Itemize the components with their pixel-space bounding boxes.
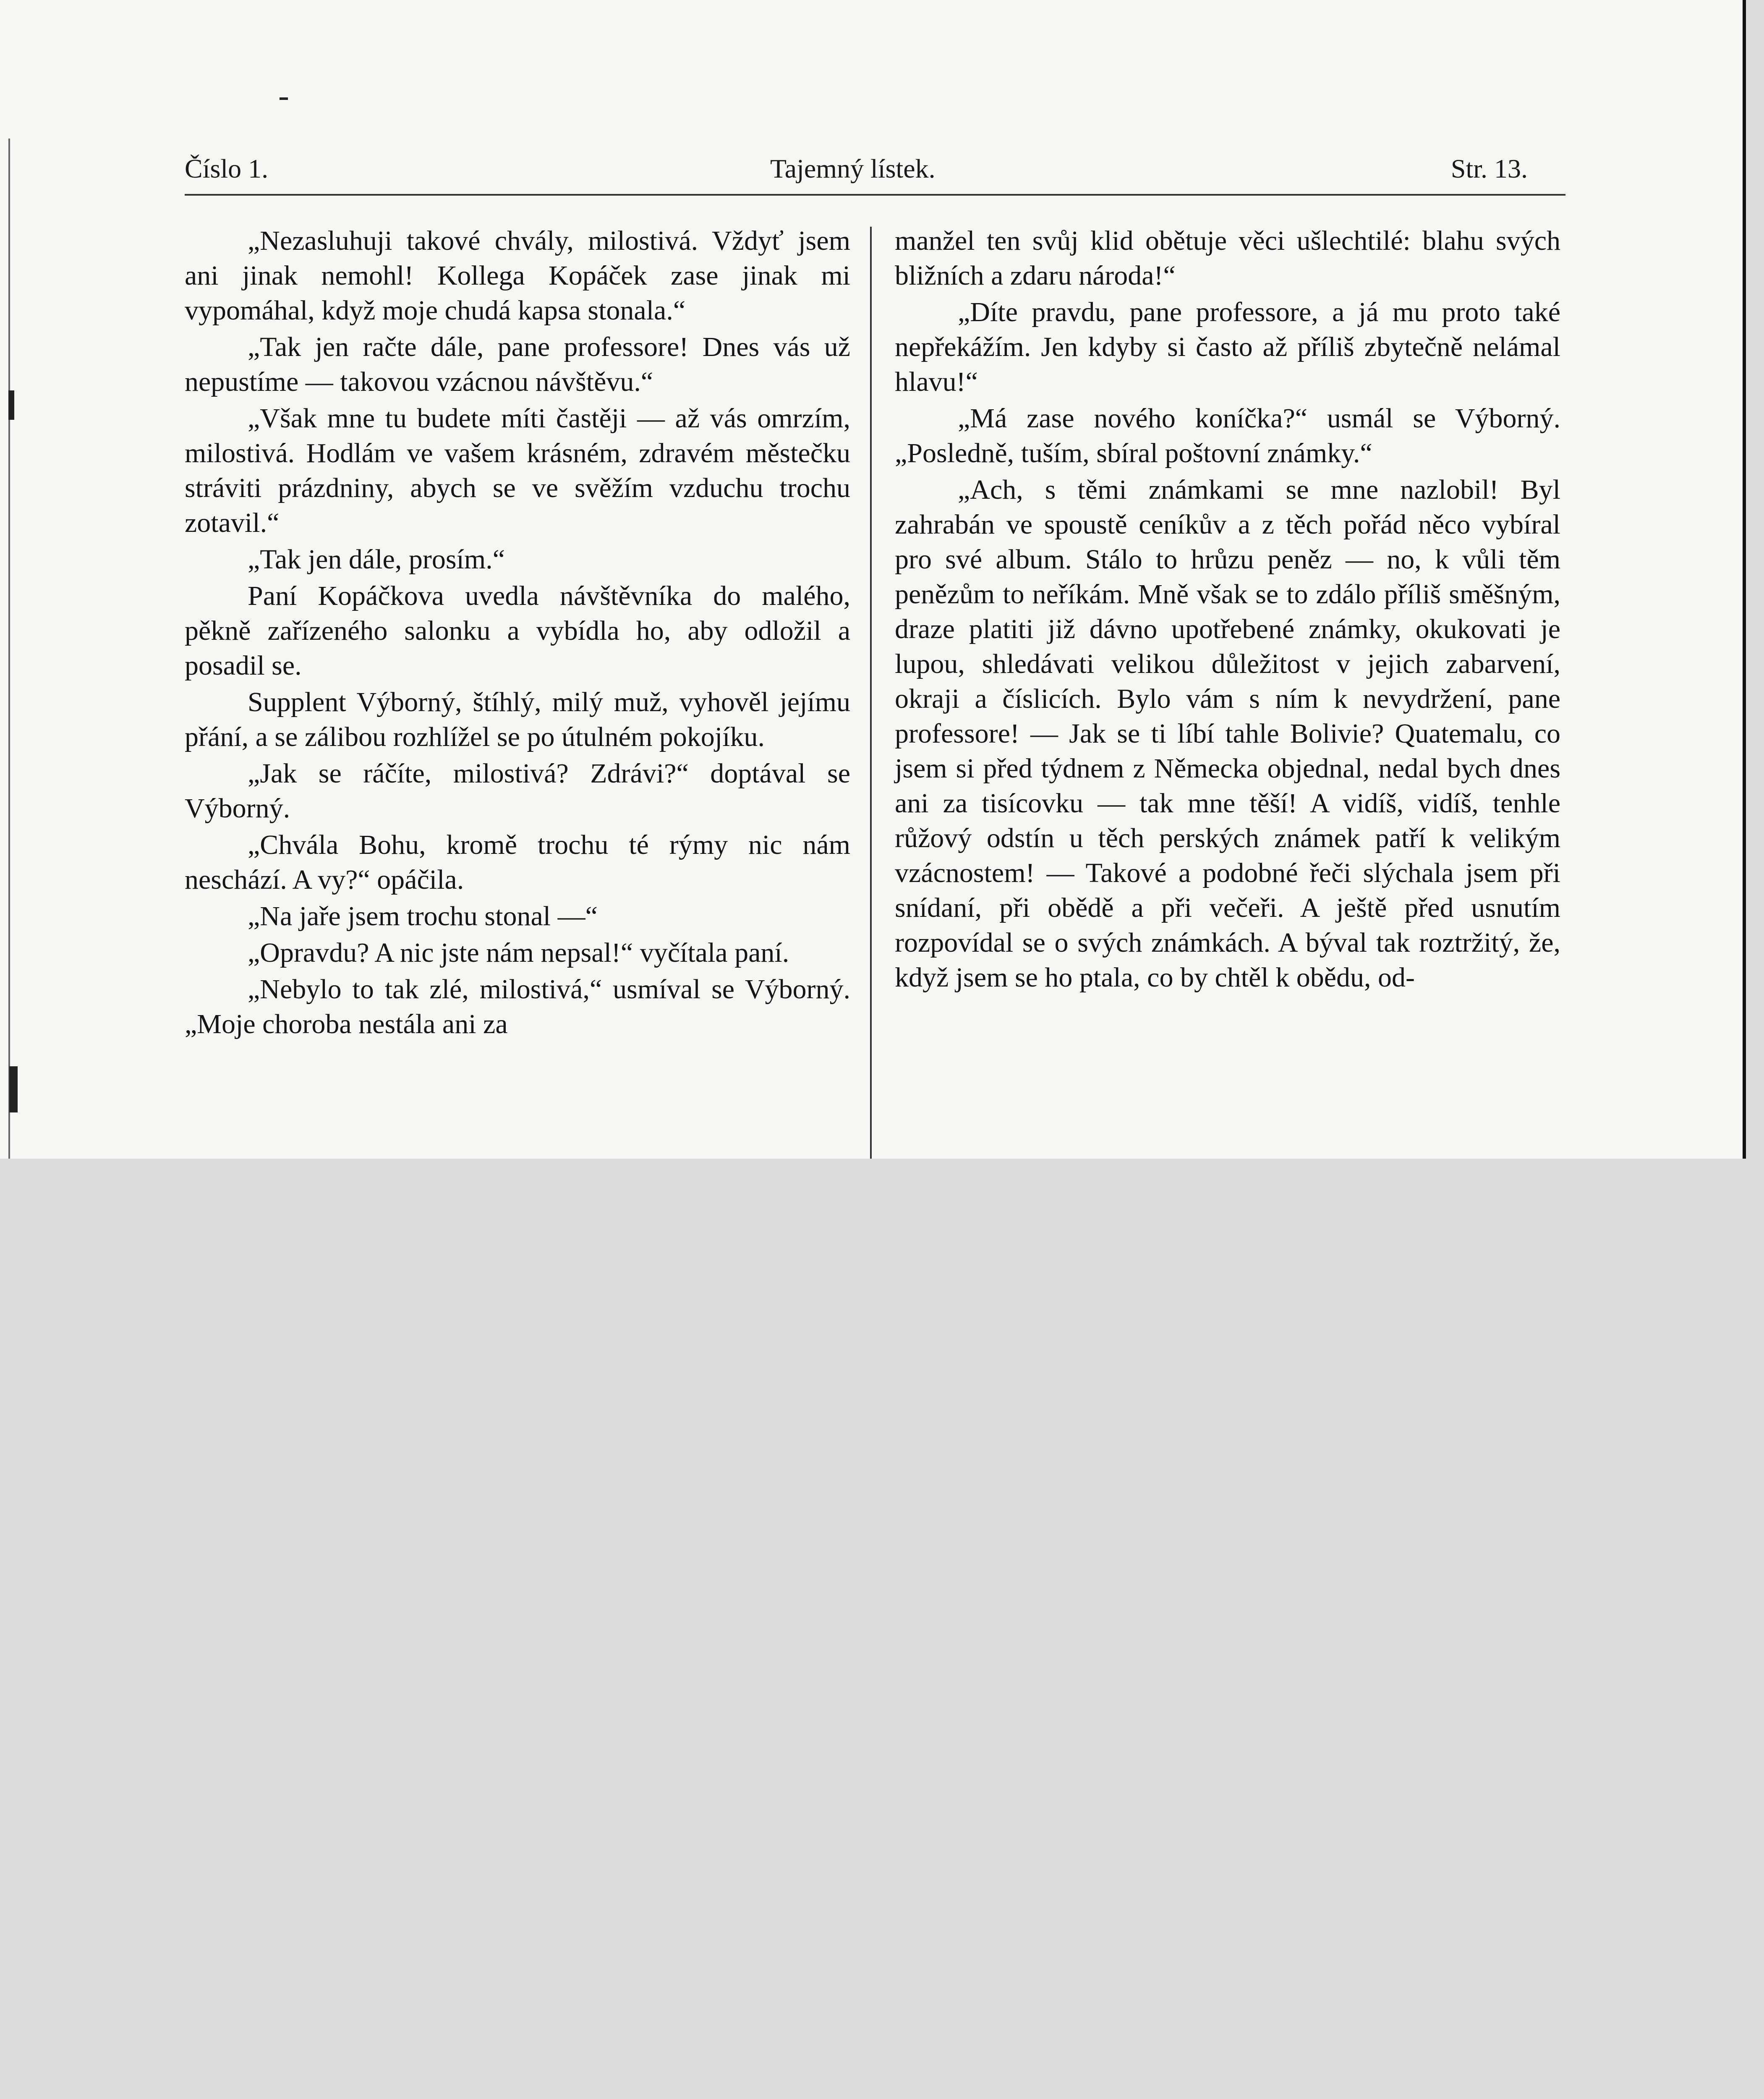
paragraph: „Má zase nového koníčka?“ usmál se Výborný. „Posledně, tuším, sbíral poštovní známky.“	[895, 403, 1560, 468]
scan-right-edge	[1743, 0, 1746, 1159]
paragraph: „Jak se ráčíte, milostivá? Zdrávi?“ doptával se Výborný.	[185, 758, 850, 824]
paragraph: „Tak jen račte dále, pane professore! Dnes vás už nepustíme — takovou vzácnou návštěvu.“	[185, 332, 850, 397]
scan-left-edge	[8, 139, 14, 1159]
paragraph: „Tak jen dále, prosím.“	[248, 544, 505, 575]
story-title: Tajemný lístek.	[770, 154, 936, 183]
left-column	[185, 223, 850, 1043]
running-head	[185, 153, 1528, 187]
paragraph: „Nebylo to tak zlé, milostivá,“ usmíval se Výborný. „Moje choroba nestála ani za	[185, 974, 850, 1039]
paragraph: „Však mne tu budete míti častěji — až vás omrzím, milostivá. Hodlám ve vašem krásném, zdravém městečku stráviti prázdniny, abych se ve svěžím vzduchu trochu zotavil.“	[185, 403, 850, 538]
scan-mark-top	[280, 97, 288, 100]
paragraph: „Ach, s těmi známkami se mne nazlobil! Byl zahrabán ve spoustě ceníkův a z těch pořád něco vybíral pro své album. Stálo to hrůzu peněz — no, k vůli těm penězům to neříkám. Mně však se to zdálo příliš směšným, draze platiti již dávno upotřebené známky, okukovati je lupou, shledávati velikou důležitost v jejich zabarvení, okraji a číslicích. Bylo vám s ním k nevydržení, pane professore! — Jak se ti líbí tahle Bolivie? Quatemalu, co jsem si před týdnem z Německa objednal, nedal bych dnes ani za tisícovku — tak mne těší! A vidíš, vidíš, tenhle růžový odstín u těch perských známek patří k velikým vzácnostem! — Takové a podobné řeči slýchala jsem při snídaní, při obědě a při večeři. A ještě před usnutím rozpovídal se o svých známkách. A býval tak roztržitý, že, když jsem se ho ptala, co by chtěl k obědu, od-	[895, 474, 1560, 993]
paragraph: „Díte pravdu, pane professore, a já mu proto také nepřekážím. Jen kdyby si často až příliš zbytečně nelámal hlavu!“	[895, 297, 1560, 397]
paragraph: Supplent Výborný, štíhlý, milý muž, vyhověl jejímu přání, a se zálibou rozhlížel se po útulném pokojíku.	[185, 687, 850, 752]
paragraph: „Chvála Bohu, kromě trochu té rýmy nic nám neschází. A vy?“ opáčila.	[185, 830, 850, 895]
scan-mark-binding-1	[8, 390, 14, 420]
header-rule	[185, 194, 1565, 196]
right-column	[895, 223, 1560, 997]
paragraph: „Nezasluhuji takové chvály, milostivá. Vždyť jsem ani jinak nemohl! Kollega Kopáček zase jinak mi vypomáhal, když moje chudá kapsa stonala.“	[185, 225, 850, 326]
page-number: Str. 13.	[1450, 154, 1528, 183]
column-divider	[870, 227, 872, 1159]
paragraph: „Opravdu? A nic jste nám nepsal!“ vyčítala paní.	[248, 937, 789, 968]
paragraph: „Na jaře jsem trochu stonal —“	[248, 901, 598, 932]
paragraph: Paní Kopáčkova uvedla návštěvníka do malého, pěkně zařízeného salonku a vybídla ho, aby odložil a posadil se.	[185, 581, 850, 681]
paragraph-continued: manžel ten svůj klid obětuje věci ušlechtilé: blahu svých bližních a zdaru národa!“	[895, 225, 1560, 291]
issue-number: Číslo 1.	[185, 154, 269, 183]
scan-mark-binding-2	[9, 1066, 18, 1112]
